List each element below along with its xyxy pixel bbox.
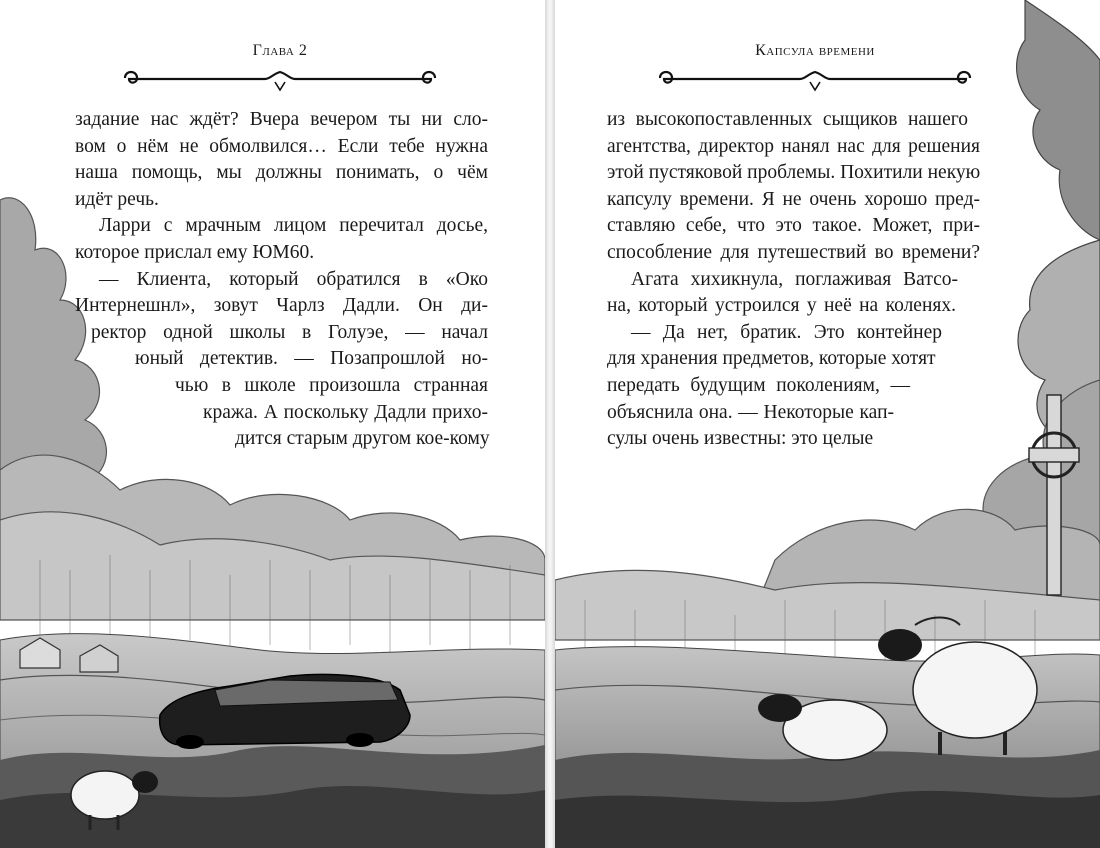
ornament-divider-left: [115, 64, 445, 94]
right-body-text: [607, 107, 1022, 453]
text-line: капсулу времени. Я не очень хорошо пред-: [607, 188, 980, 210]
text-line: кража. А поскольку Дадли прихо-: [203, 401, 488, 423]
text-line: — Клиента, который обратился в «Око: [99, 268, 488, 290]
text-line: объяснила она. — Некоторые кап-: [607, 401, 894, 423]
text-line: юный детектив. — Позапрошлой но-: [135, 348, 488, 370]
text-line: этой пустяковой проблемы. Похитили некую: [607, 162, 981, 184]
text-line: дится старым другом кое-кому: [235, 428, 490, 450]
text-line: задание нас ждёт? Вчера вечером ты ни сло-: [75, 109, 488, 130]
text-line: наша помощь, мы должны понимать, о чём: [75, 162, 488, 184]
text-line: передать будущим поколениям, —: [607, 374, 910, 396]
left-body-text: [75, 107, 488, 453]
tree: [1017, 0, 1100, 440]
book-gutter: [545, 0, 555, 848]
text-line: на, который устроился у неё на коленях.: [607, 295, 956, 317]
text-line: идёт речь.: [75, 188, 159, 210]
text-line: ректор одной школы в Голуэе, — начал: [91, 321, 488, 343]
running-head-chapter: Глава 2: [252, 42, 308, 59]
text-line: способление для путешествий во времени?: [607, 241, 980, 263]
text-line: которое прислал ему ЮМ60.: [75, 241, 315, 263]
text-line: Ларри с мрачным лицом перечитал досье,: [99, 215, 488, 237]
text-line: агентства, директор нанял нас для решения: [607, 135, 980, 157]
left-page: [0, 0, 545, 848]
text-line: сулы очень известны: это целые: [607, 428, 874, 450]
text-line: Агата хихикнула, поглаживая Ватсо-: [631, 268, 958, 290]
text-line: чью в школе произошла странная: [175, 374, 488, 396]
text-line: из высокопоставленных сыщиков нашего: [607, 109, 968, 130]
text-line: Интернешнл», зовут Чарлз Дадли. Он ди-: [75, 295, 488, 317]
running-head-title: Капсула времени: [755, 42, 875, 59]
text-line: — Да нет, братик. Это контейнер: [631, 321, 942, 343]
text-line: для хранения предметов, которые хотят: [607, 348, 936, 370]
text-line: ставляю себе, что это такое. Может, при-: [607, 215, 980, 237]
text-line: вом о нём не обмолвился… Если тебе нужна: [75, 135, 488, 157]
ornament-divider-right: [650, 64, 980, 94]
right-page: [555, 0, 1100, 848]
